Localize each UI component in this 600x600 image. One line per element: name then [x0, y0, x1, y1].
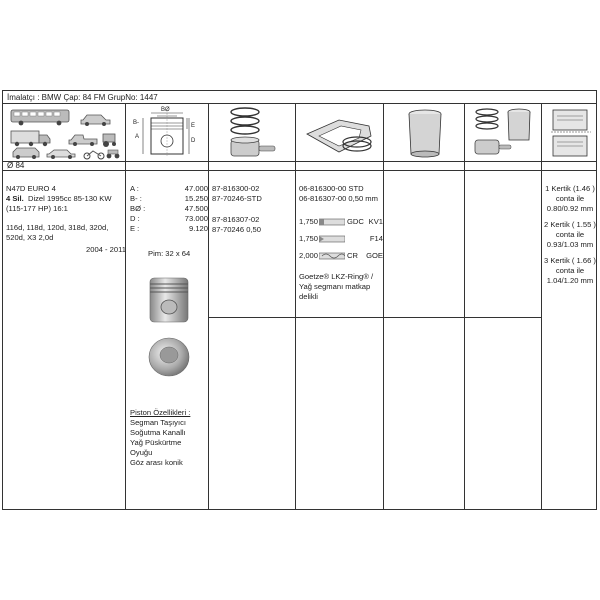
- piston-code: 87-816300-02: [212, 184, 260, 193]
- feature-item: Oyuğu: [130, 448, 153, 457]
- ring-row: 1,750 GDC KV1: [299, 217, 383, 226]
- feature-item: Soğutma Kanallı: [130, 428, 186, 437]
- piston-codes: [212, 184, 294, 244]
- engine-code: N47D EURO 4: [6, 184, 56, 193]
- vehicle-types-icon: [9, 106, 121, 160]
- piston-code: 87-70246-STD: [212, 194, 262, 203]
- ring-row: 2,000 CR GOE: [299, 251, 383, 260]
- piston-rings-icon: [215, 106, 293, 160]
- notch-entry: 2 Kertik ( 1.55 ) conta ile 0.93/1.03 mm: [544, 220, 596, 249]
- cylinder-liner-icon: [387, 106, 463, 160]
- notch-entry: 1 Kertik (1.46 ) conta ile 0.80/0.92 mm: [545, 184, 595, 213]
- diagram-label-a: A: [135, 134, 140, 140]
- ring-profile-icon: [319, 218, 345, 226]
- ring-code: 06-816300-00 STD: [299, 184, 364, 193]
- ring-row: 1,750 F14: [299, 234, 383, 243]
- engine-desc-1: Dizel 1995cc 85-130 KW: [27, 194, 112, 203]
- image-row: [3, 104, 596, 162]
- ring-code: 06-816307-00 0,50 mm: [299, 194, 378, 203]
- piston-code: 87-816307-02: [212, 215, 260, 224]
- engine-models-2: 520d, X3 2,0d: [6, 233, 54, 242]
- piston-features-title: Piston Özellikleri :: [130, 408, 191, 417]
- engine-years: 2004 - 2011: [86, 245, 126, 254]
- feature-item: Göz arası konik: [130, 458, 183, 467]
- feature-item: Yağ Püskürtme: [130, 438, 182, 447]
- manufacturer-header: İmalatçı : BMW Çap: 84 FM GrupNo: 1447: [3, 91, 596, 104]
- piston-features: [130, 408, 208, 478]
- diagram-label-d: D: [191, 138, 196, 144]
- piston-top-photo: [146, 331, 192, 379]
- liner-kit-icon: [469, 106, 541, 160]
- cylinder-count: 4 Sil.: [6, 194, 24, 203]
- ring-section-icon: [299, 106, 381, 160]
- catalog-sheet: [2, 90, 597, 510]
- gasket-notch-icon: [547, 106, 595, 160]
- ring-profile-icon: [319, 252, 345, 260]
- piston-dimension-diagram: [129, 106, 209, 160]
- ring-info: [299, 184, 383, 314]
- piston-code: 87-70246 0,50: [212, 225, 261, 234]
- dimension-row: B- : 15.250: [130, 194, 208, 203]
- engine-models-1: 116d, 118d, 120d, 318d, 320d,: [6, 223, 109, 232]
- notch-entry: 3 Kertik ( 1.66 ) conta ile 1.04/1.20 mm: [544, 256, 596, 285]
- notch-info: [542, 184, 598, 314]
- engine-desc-2: (115-177 HP) 16:1: [6, 204, 68, 213]
- dimension-row: BØ : 47.500: [130, 204, 208, 213]
- ring-profile-icon: [319, 235, 345, 243]
- diagram-label-e: E: [191, 123, 196, 129]
- engine-info: [6, 184, 126, 274]
- piston-photo: [146, 274, 192, 326]
- dimension-row: D : 73.000: [130, 214, 208, 223]
- diameter-row: Ø 84: [3, 161, 596, 171]
- diagram-label-bo: BØ: [161, 107, 170, 113]
- ring-note: Goetze® LKZ-Ring® / Yağ segmanı matkap delikli: [299, 272, 374, 301]
- pin-size: Pim: 32 x 64: [148, 249, 191, 258]
- diagram-label-b: B-: [133, 120, 139, 126]
- feature-item: Segman Taşıyıcı: [130, 418, 186, 427]
- dimension-row: A : 47.000: [130, 184, 208, 193]
- dimension-row: E : 9.120: [130, 224, 208, 233]
- dimension-list: [130, 184, 208, 234]
